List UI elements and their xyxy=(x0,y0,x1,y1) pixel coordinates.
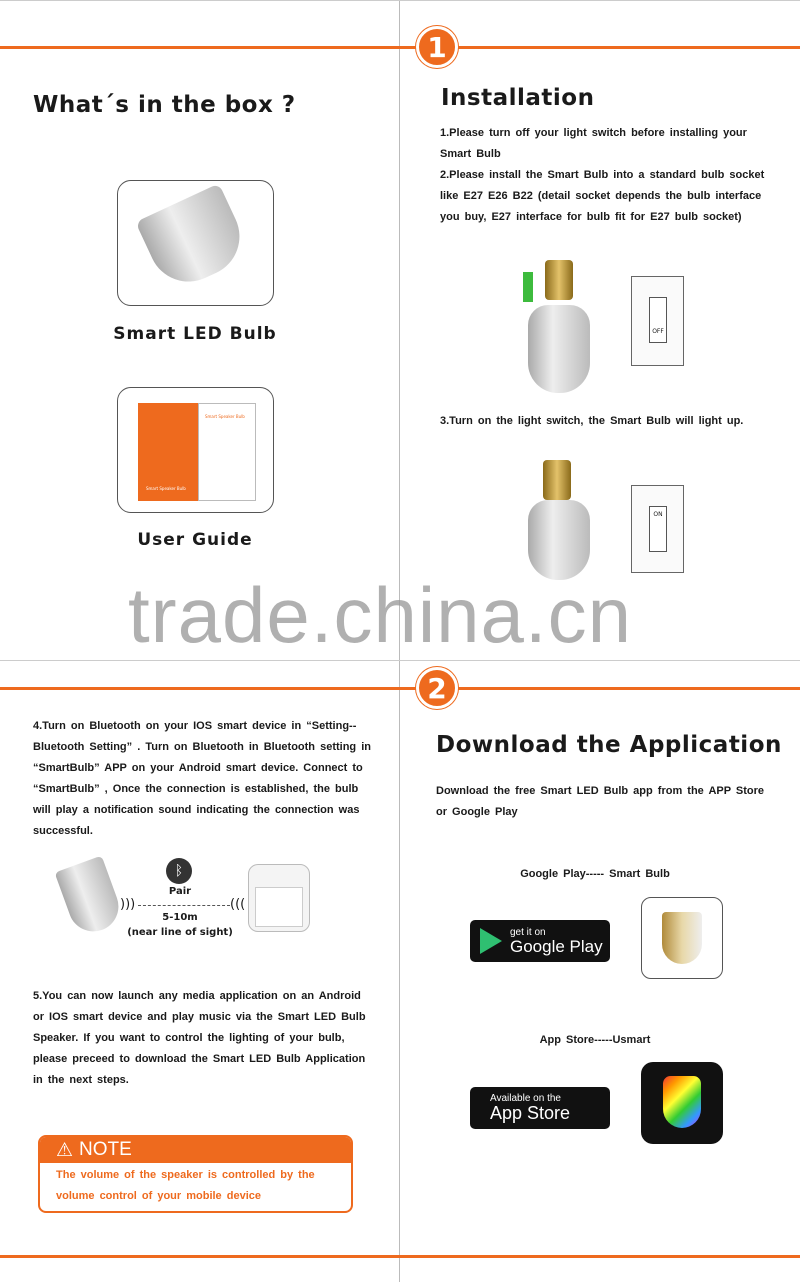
bluetooth-icon: ᛒ xyxy=(166,858,192,884)
install-step-3: 3.Turn on the light switch, the Smart Bulb will light up. xyxy=(440,415,744,427)
sound-wave-icon: ((( xyxy=(230,897,246,912)
guide-image-frame xyxy=(117,387,274,513)
install-step-1: 1.Please turn off your light switch before installing your Smart Bulb xyxy=(440,127,747,160)
step-marker-1: 1 xyxy=(416,26,458,68)
item-label-bulb: Smart LED Bulb xyxy=(113,324,277,344)
box-title: What´s in the box ? xyxy=(33,92,296,118)
bulb-icon xyxy=(662,912,702,964)
bulb-illustration xyxy=(55,856,126,939)
rainbow-bulb-icon xyxy=(663,1076,701,1128)
download-text: Download the free Smart LED Bulb app from the APP Store or Google Play xyxy=(436,785,765,818)
switch-label-on: ON xyxy=(649,506,667,552)
guide-page-title: Smart Speaker Bulb xyxy=(205,414,245,419)
note-title: NOTE xyxy=(79,1139,132,1160)
app-store-label: App Store-----Usmart xyxy=(539,1034,651,1046)
bottom-line xyxy=(0,1255,800,1258)
watermark: trade.china.cn xyxy=(128,571,632,659)
top-border xyxy=(0,0,800,1)
app-store-big: App Store xyxy=(490,1103,571,1123)
usmart-app-icon[interactable] xyxy=(641,1062,723,1144)
smart-bulb-app-icon[interactable] xyxy=(641,897,723,979)
bulb-image-frame xyxy=(117,180,274,306)
installation-title: Installation xyxy=(441,85,595,111)
light-switch-on xyxy=(631,485,684,573)
pair-dashed-line xyxy=(138,905,230,906)
step-5-text: 5.You can now launch any media application on an Android or IOS smart device and play music via the Smart LED Bulb Speaker. If you want to control the lighting of your bulb, please preceed to download the Smart LED Bulb Application in the next steps. xyxy=(33,990,366,1086)
google-play-label: Google Play----- Smart Bulb xyxy=(520,868,670,880)
app-store-small: Available on the xyxy=(490,1093,561,1104)
bulb-illustration xyxy=(528,305,590,393)
bulb-illustration xyxy=(528,500,590,580)
item-label-guide: User Guide xyxy=(137,530,253,550)
guide-cover-page xyxy=(198,403,256,501)
up-arrow-icon xyxy=(523,272,533,302)
app-store-badge[interactable] xyxy=(470,1087,610,1129)
switch-label-off: OFF xyxy=(649,297,667,343)
phone-illustration xyxy=(248,864,310,932)
pair-label: Pair xyxy=(168,886,192,897)
google-play-big: Google Play xyxy=(510,936,603,956)
distance-label: 5-10m xyxy=(162,912,198,923)
warning-icon: ⚠ xyxy=(56,1139,74,1161)
sound-wave-icon: ))) xyxy=(120,897,136,912)
section-1-line xyxy=(0,46,800,49)
note-box xyxy=(38,1135,353,1213)
google-play-small: get it on xyxy=(510,926,546,938)
light-switch-off xyxy=(631,276,684,366)
note-header xyxy=(40,1137,351,1163)
guide-cover-orange xyxy=(138,403,198,501)
google-play-icon xyxy=(480,928,502,954)
phone-screen xyxy=(255,887,303,927)
socket-illustration xyxy=(543,460,571,500)
distance-note: (near line of sight) xyxy=(127,927,233,938)
install-step-2: 2.Please install the Smart Bulb into a standard bulb socket like E27 E26 B22 (detail socket depends the bulb interface you buy, E27 interface for bulb fit for E27 bulb socket) xyxy=(440,169,765,223)
step-marker-2: 2 xyxy=(416,667,458,709)
bulb-illustration xyxy=(135,183,252,294)
guide-cover-text: Smart Speaker Bulb xyxy=(146,486,186,491)
socket-illustration xyxy=(545,260,573,300)
note-text: The volume of the speaker is controlled by the volume control of your mobile device xyxy=(56,1169,315,1202)
step-4-text: 4.Turn on Bluetooth on your IOS smart device in “Setting--Bluetooth Setting” . Turn on Bluetooth in Bluetooth setting in “SmartBulb” APP on your Android smart device. Connect to “SmartBulb” , Once the connection is established, the bulb will play a notification sound indicating the connection was successful. xyxy=(33,720,371,837)
section-2-line xyxy=(0,687,800,690)
download-title: Download the Application xyxy=(436,732,782,758)
google-play-badge[interactable] xyxy=(470,920,610,962)
